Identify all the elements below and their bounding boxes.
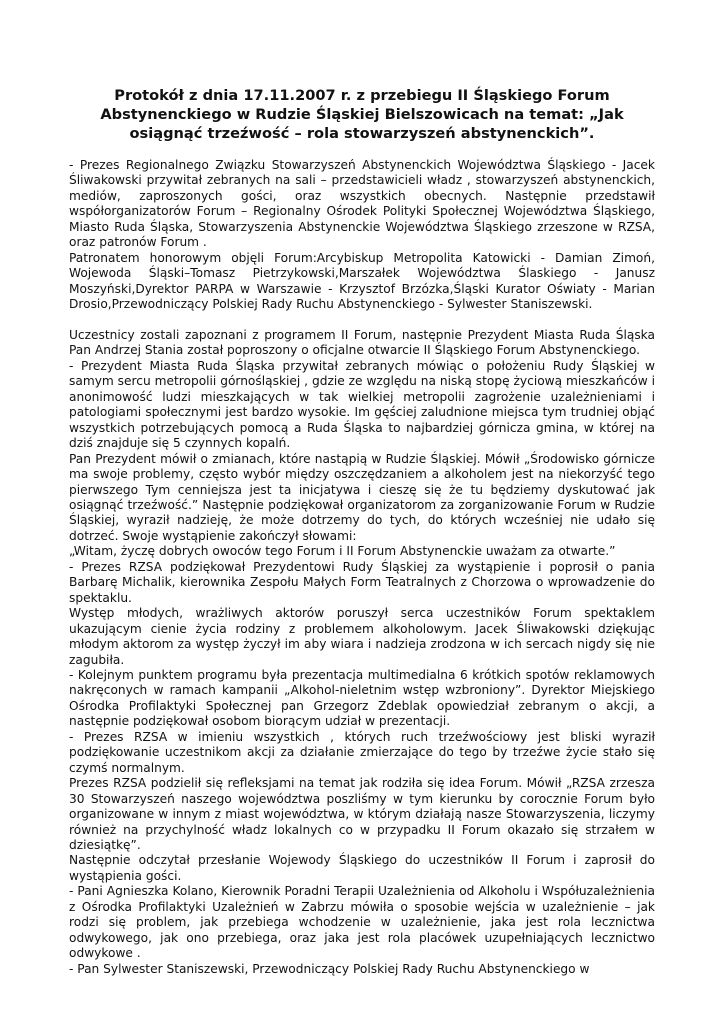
paragraph-thanks: - Prezes RZSA w imieniu wszystkich , których ruch trzeźwościowy jest bliski wyraził podziękowanie uczestnikom akcji za działanie zmierzające do tego by trzeźwe życie stało się czymś normalnym. <box>69 729 655 775</box>
paragraph-multimedia: - Kolejnym punktem programu była prezentacja multimedialna 6 krótkich spotów reklamowych nakręconych w ramach kampanii „Alkohol-nieletnim wstęp wzbroniony”. Dyrektor Miejskiego Ośrodka Profilaktyki Społecznej pan Grzegorz Zdeblak opowiedział zebranym o akcji, a następnie podziękował osobom biorącym udział w prezentacji. <box>69 668 655 729</box>
paragraph-patronage: Patronatem honorowym objęli Forum:Arcybiskup Metropolita Katowicki - Damian Zimoń, Wojewoda Śląski–Tomasz Pietrzykowski,Marszałek Województwa Ślaskiego - Janusz Moszyński,Dyrektor PARPA w Warszawie - Krzysztof Brzózka,Śląski Kurator Oświaty - Marian Drosio,Przewodniczący Polskiej Rady Ruchu Abstynenckiego - Sylwester Staniszewski. <box>69 250 655 312</box>
paragraph-forum-idea: Prezes RZSA podzielił się refleksjami na temat jak rodziła się idea Forum. Mówił „RZSA zrzesza 30 Stowarzyszeń naszego województwa poszliśmy w tym kierunku by corocznie Forum było organizowane w innym z miast województwa, w którym działają nasze Stowarzyszenia, liczymy również na przychylność władz lokalnych co w przypadku II Forum okazało się strzałem w dziesiątkę”. <box>69 776 655 852</box>
document-title: Protokół z dnia 17.11.2007 r. z przebiegu II Śląskiego Forum Abstynenckiego w Rudzie Śląskiej Bielszowicach na temat: „Jak osiągnąć trzeźwość – rola stowarzyszeń abstynenckich”. <box>100 87 624 142</box>
paragraph-opening: - Prezes Regionalnego Związku Stowarzyszeń Abstynenckich Województwa Śląskiego - Jacek Śliwakowski przywitał zebranych na sali – przedstawicieli władz , stowarzyszeń abstynenckich, mediów, zaproszonych gości, oraz wszystkich obecnych. Następnie przedstawił współorganizatorów Forum – Regionalny Ośrodek Polityki Społecznej Województwa Śląskiego, Miasto Ruda Śląska, Stowarzyszenia Abstynenckie Województwa Śląskiego zrzeszone w RZSA, oraz patronów Forum . <box>69 158 655 250</box>
paragraph-kolano: - Pani Agnieszka Kolano, Kierownik Poradni Terapii Uzależnienia od Alkoholu i Współuzależnienia z Ośrodka Profilaktyki Uzależnień w Zabrzu mówiła o sposobie wejścia w uzależnienie – jak rodzi się problem, jak przebiega wchodzenie w uzależnienie, jaka jest rola lecznictwa odwykowego, jak ono przebiega, oraz jaka jest rola placówek uzupełniających lecznictwo odwykowe . <box>69 884 655 961</box>
paragraph-mayor-changes: Pan Prezydent mówił o zmianach, które nastąpią w Rudzie Śląskiej. Mówił „Środowisko górnicze ma swoje problemy, często wybór między oszczędzaniem a alkoholem jest na niekorzyść tego pierwszego Tym cenniejsza jest ta inicjatywa i cieszę się że tu będziemy dyskutować jak osiągnąć trzeźwość.” Następnie podziękował organizatorom za zorganizowanie Forum w Rudzie Śląskiej, wyraził nadzieję, że może dotrzemy do tych, do których wcześniej nie udało się dotrzeć. Swoje wystąpienie zakończył słowami: <box>69 451 655 543</box>
paragraph-performance: Występ młodych, wrażliwych aktorów poruszył serca uczestników Forum spektaklem ukazującym cienie życia rodziny z problemem alkoholowym. Jacek Śliwakowski dziękując młodym aktorom za występ życzył im aby wiara i nadzieja zrodzona w ich sercach nigdy się nie zagubiła. <box>69 606 655 667</box>
paragraph-quote: „Witam, życzę dobrych owoców tego Forum i II Forum Abstynenckie uważam za otwarte.” <box>69 544 616 559</box>
paragraph-mayor-welcome: - Prezydent Miasta Ruda Śląska przywitał zebranych mówiąc o położeniu Rudy Śląskiej w samym sercu metropolii górnośląskiej , gdzie ze względu na niską stopę życiową mieszkańców i anonimowość ludzi mieszkających w tak wielkiej metropolii zagrożenie uzależnieniami i patologiami społecznymi jest bardzo wysokie. Im gęściej zaludnione miejsca tym trudniej objąć wszystkich potrzebujących pomocą a Ruda Śląska to najbardziej górnicza gmina, w której na dziś znajduje się 5 czynnych kopalń. <box>69 358 655 451</box>
paragraph-voivode-message: Następnie odczytał przesłanie Wojewody Śląskiego do uczestników II Forum i zaprosił do wystąpienia gości. <box>69 853 655 883</box>
paragraph-theatre-intro: - Prezes RZSA podziękował Prezydentowi Rudy Śląskiej za wystąpienie i poprosił o pania Barbarę Michalik, kierownika Zespołu Małych Form Teatralnych z Chorzowa o wprowadzenie do spektaklu. <box>69 559 655 605</box>
paragraph-staniszewski: - Pan Sylwester Staniszewski, Przewodniczący Polskiej Rady Ruchu Abstynenckiego w <box>69 961 590 976</box>
paragraph-gap <box>69 313 655 329</box>
document-body <box>69 158 655 977</box>
paragraph-program: Uczestnicy zostali zapoznani z programem II Forum, następnie Prezydent Miasta Ruda Śląska Pan Andrzej Stania został poproszony o oficjalne otwarcie II Śląskiego Forum Abstynenckiego. <box>69 328 655 358</box>
